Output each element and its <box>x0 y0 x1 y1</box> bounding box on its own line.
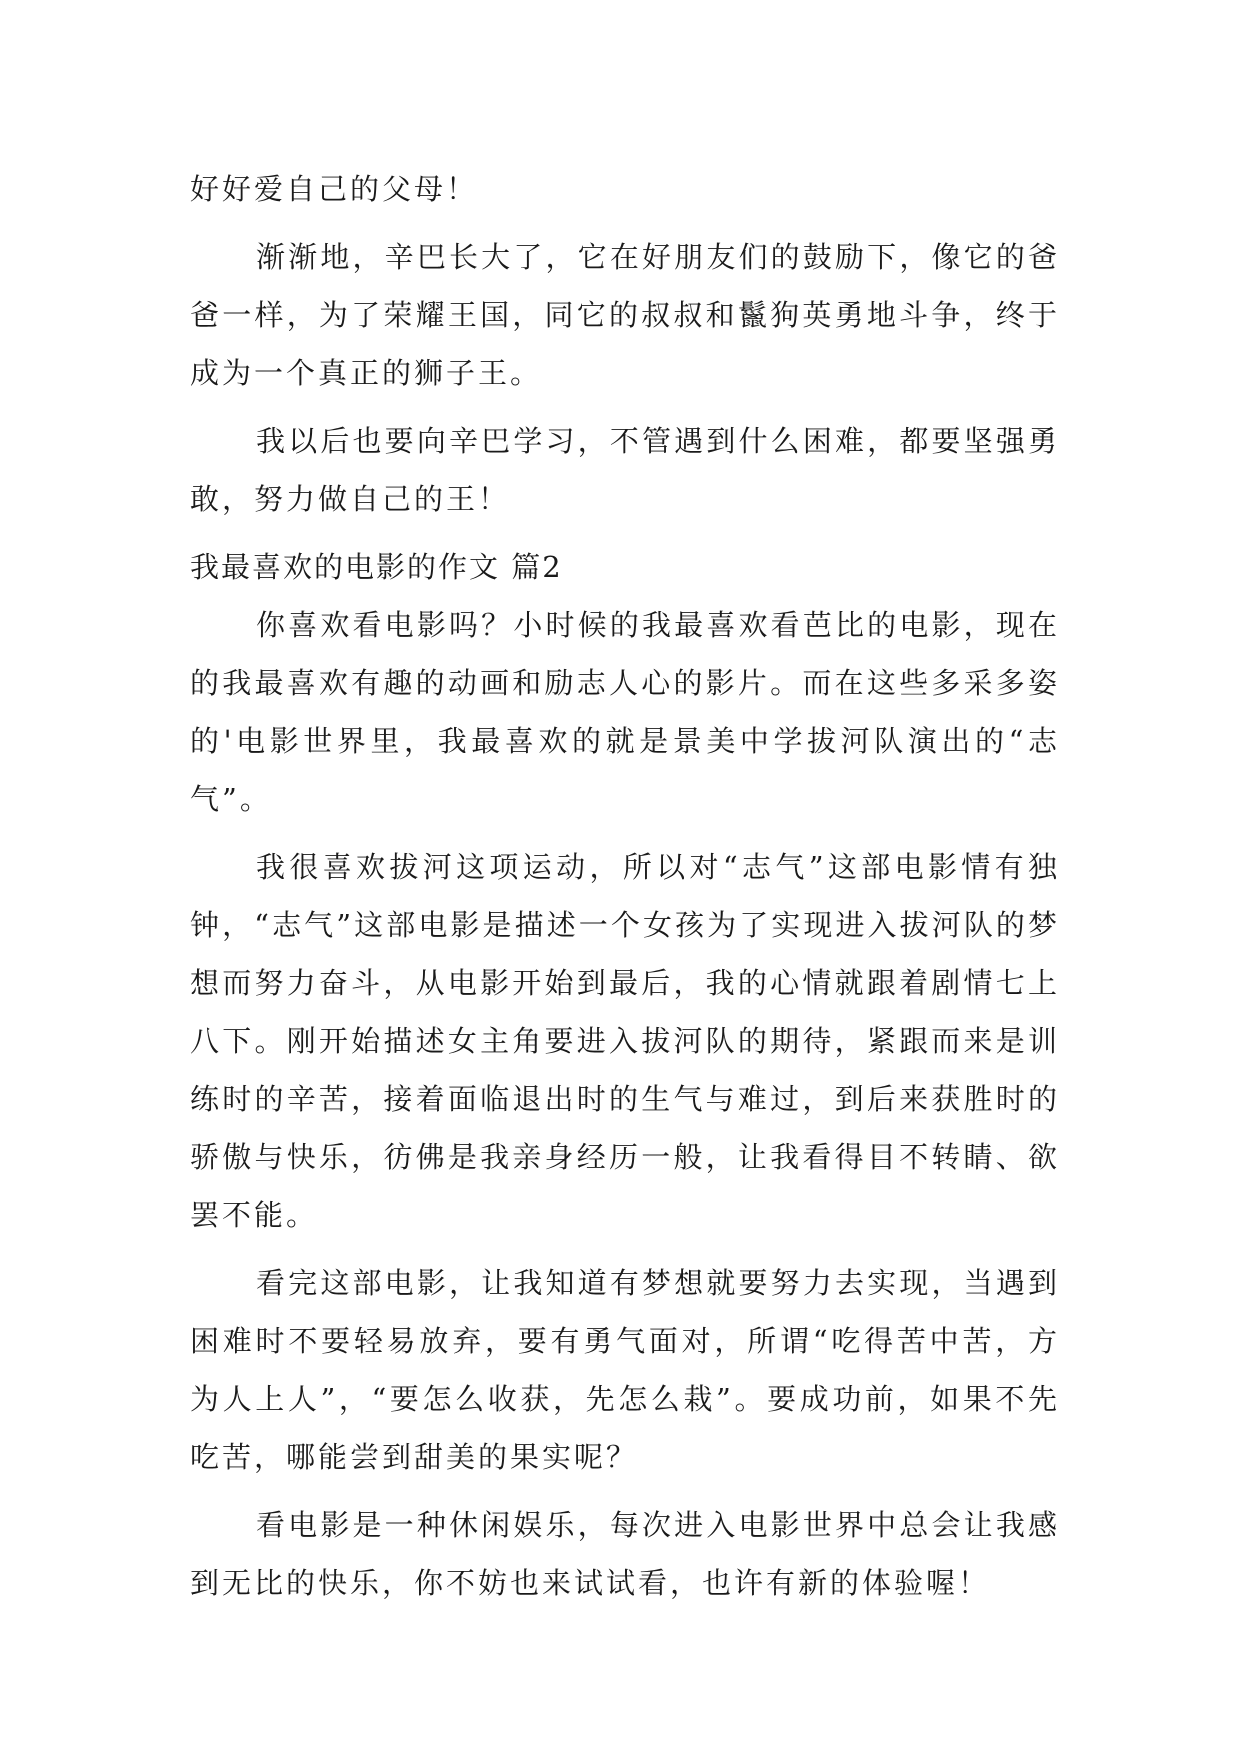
paragraph: 看电影是一种休闲娱乐，每次进入电影世界中总会让我感到无比的快乐，你不妨也来试试看，也许有新的体验喔！ <box>190 1508 1060 1600</box>
paragraph: 我很喜欢拔河这项运动，所以对“志气”这部电影情有独钟，“志气”这部电影是描述一个女孩为了实现进入拔河队的梦想而努力奋斗，从电影开始到最后，我的心情就跟着剧情七上八下。刚开始描述女主角要进入拔河队的期待，紧跟而来是训练时的辛苦，接着面临退出时的生气与难过，到后来获胜时的骄傲与快乐，彷佛是我亲身经历一般，让我看得目不转睛、欲罢不能。 <box>190 850 1060 1232</box>
document-page <box>190 160 1060 1622</box>
paragraph: 你喜欢看电影吗？小时候的我最喜欢看芭比的电影，现在的我最喜欢有趣的动画和励志人心的影片。而在这些多采多姿的'电影世界里，我最喜欢的就是景美中学拔河队演出的“志气”。 <box>190 608 1060 816</box>
section-heading: 我最喜欢的电影的作文 篇2 <box>190 550 563 584</box>
paragraph: 渐渐地，辛巴长大了，它在好朋友们的鼓励下，像它的爸爸一样，为了荣耀王国，同它的叔叔和鬣狗英勇地斗争，终于成为一个真正的狮子王。 <box>190 240 1060 390</box>
paragraph: 我以后也要向辛巴学习，不管遇到什么困难，都要坚强勇敢，努力做自己的王！ <box>190 424 1060 516</box>
paragraph: 看完这部电影，让我知道有梦想就要努力去实现，当遇到困难时不要轻易放弃，要有勇气面对，所谓“吃得苦中苦，方为人上人”，“要怎么收获，先怎么栽”。要成功前，如果不先吃苦，哪能尝到甜美的果实呢？ <box>190 1266 1060 1474</box>
paragraph: 好好爱自己的父母！ <box>190 172 479 206</box>
